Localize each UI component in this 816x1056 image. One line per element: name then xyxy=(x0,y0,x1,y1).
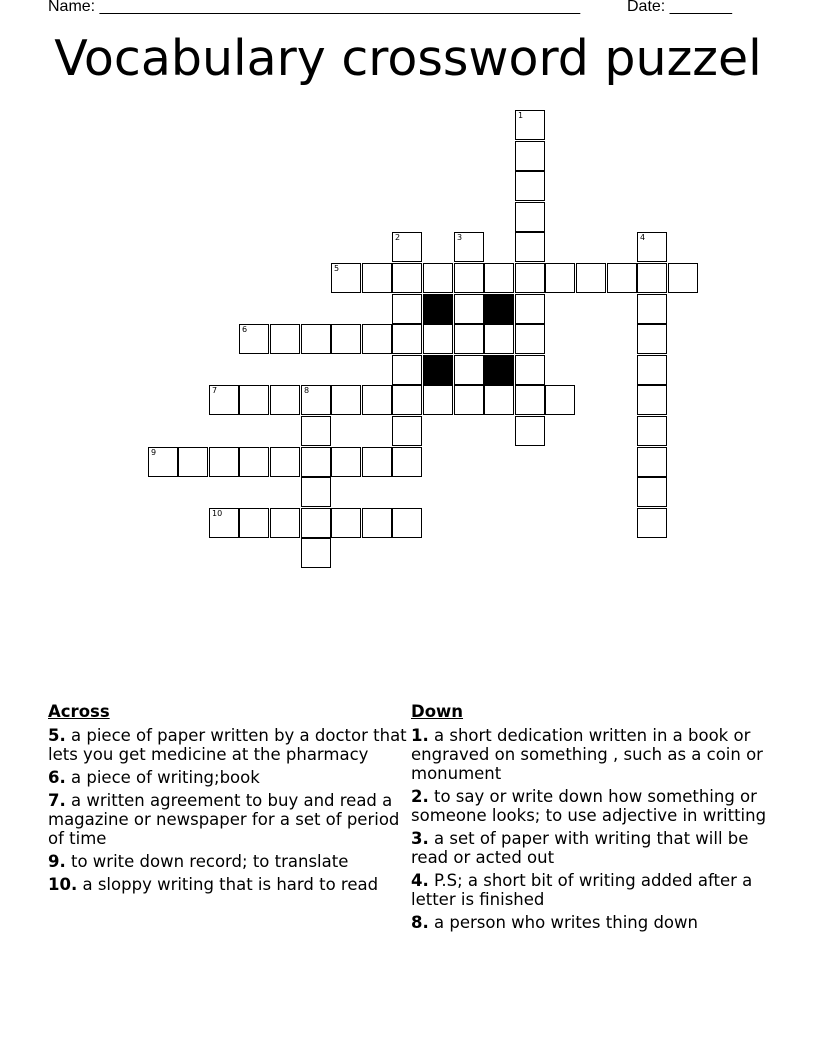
clue-number: 8. xyxy=(411,913,429,932)
crossword-cell[interactable] xyxy=(392,447,422,477)
clue-number: 6 xyxy=(242,325,248,334)
across-clue xyxy=(48,726,408,764)
down-clue xyxy=(411,726,771,783)
across-clue xyxy=(48,852,408,871)
down-clue xyxy=(411,787,771,825)
crossword-cell[interactable] xyxy=(484,324,514,354)
crossword-cell[interactable] xyxy=(423,324,453,354)
crossword-cell[interactable] xyxy=(515,110,545,140)
blocked-cell xyxy=(484,294,514,324)
blocked-cell xyxy=(423,294,453,324)
down-heading: Down xyxy=(411,702,464,721)
clue-text: to say or write down how something or someone looks; to use adjective in writting xyxy=(411,787,767,825)
crossword-cell[interactable] xyxy=(545,385,575,415)
crossword-cell[interactable] xyxy=(515,324,545,354)
crossword-cell[interactable] xyxy=(301,477,331,507)
clue-number: 10 xyxy=(212,509,223,518)
down-clues xyxy=(411,702,771,936)
crossword-cell[interactable] xyxy=(209,508,239,538)
crossword-cell[interactable] xyxy=(301,447,331,477)
crossword-cell[interactable] xyxy=(392,385,422,415)
crossword-cell[interactable] xyxy=(270,447,300,477)
crossword-cell[interactable] xyxy=(454,385,484,415)
crossword-cell[interactable] xyxy=(423,263,453,293)
crossword-cell[interactable] xyxy=(331,324,361,354)
crossword-cell[interactable] xyxy=(515,294,545,324)
crossword-cell[interactable] xyxy=(515,263,545,293)
crossword-cell[interactable] xyxy=(637,232,667,262)
name-field[interactable]: Name: ______________________________________________________ xyxy=(48,0,581,15)
clue-text: a person who writes thing down xyxy=(434,913,698,932)
crossword-cell[interactable] xyxy=(637,385,667,415)
crossword-cell[interactable] xyxy=(239,508,269,538)
clue-number: 4. xyxy=(411,871,429,890)
clue-number: 9 xyxy=(151,448,157,457)
crossword-cell[interactable] xyxy=(515,141,545,171)
clue-number: 1. xyxy=(411,726,429,745)
crossword-cell[interactable] xyxy=(423,385,453,415)
crossword-cell[interactable] xyxy=(301,416,331,446)
across-clues xyxy=(48,702,408,898)
clue-number: 7. xyxy=(48,791,66,810)
crossword-cell[interactable] xyxy=(362,385,392,415)
clue-text: a set of paper with writing that will be read or acted out xyxy=(411,829,749,867)
crossword-cell[interactable] xyxy=(515,416,545,446)
crossword-cell[interactable] xyxy=(545,263,575,293)
crossword-cell[interactable] xyxy=(637,324,667,354)
crossword-cell[interactable] xyxy=(301,385,331,415)
blocked-cell xyxy=(484,355,514,385)
clue-number: 5. xyxy=(48,726,66,745)
crossword-cell[interactable] xyxy=(392,263,422,293)
clue-number: 9. xyxy=(48,852,66,871)
crossword-cell[interactable] xyxy=(362,324,392,354)
clue-number: 8 xyxy=(304,386,310,395)
crossword-cell[interactable] xyxy=(239,447,269,477)
crossword-cell[interactable] xyxy=(270,324,300,354)
clue-text: to write down record; to translate xyxy=(71,852,349,871)
clue-number: 10. xyxy=(48,875,78,894)
crossword-cell[interactable] xyxy=(637,477,667,507)
clue-number: 2 xyxy=(395,233,401,242)
crossword-cell[interactable] xyxy=(454,324,484,354)
crossword-cell[interactable] xyxy=(362,263,392,293)
crossword-cell[interactable] xyxy=(301,538,331,568)
across-clue xyxy=(48,875,408,894)
crossword-cell[interactable] xyxy=(454,294,484,324)
crossword-cell[interactable] xyxy=(148,447,178,477)
crossword-cell[interactable] xyxy=(637,508,667,538)
clue-number: 3 xyxy=(457,233,463,242)
crossword-cell[interactable] xyxy=(515,171,545,201)
clue-number: 6. xyxy=(48,768,66,787)
crossword-cell[interactable] xyxy=(331,508,361,538)
crossword-cell[interactable] xyxy=(392,294,422,324)
blocked-cell xyxy=(423,355,453,385)
crossword-cell[interactable] xyxy=(515,232,545,262)
crossword-cell[interactable] xyxy=(637,355,667,385)
clue-number: 7 xyxy=(212,386,218,395)
crossword-cell[interactable] xyxy=(637,447,667,477)
down-clue xyxy=(411,871,771,909)
clue-number: 3. xyxy=(411,829,429,848)
crossword-cell[interactable] xyxy=(515,385,545,415)
crossword-cell[interactable] xyxy=(301,324,331,354)
clue-text: a sloppy writing that is hard to read xyxy=(82,875,379,894)
crossword-cell[interactable] xyxy=(331,447,361,477)
crossword-cell[interactable] xyxy=(392,508,422,538)
crossword-cell[interactable] xyxy=(637,416,667,446)
date-field[interactable]: Date: _______ xyxy=(627,0,732,15)
clue-text: a piece of paper written by a doctor that lets you get medicine at the pharmacy xyxy=(48,726,407,764)
crossword-cell[interactable] xyxy=(484,263,514,293)
crossword-cell[interactable] xyxy=(270,508,300,538)
crossword-cell[interactable] xyxy=(637,294,667,324)
clue-number: 5 xyxy=(334,264,340,273)
crossword-cell[interactable] xyxy=(178,447,208,477)
crossword-cell[interactable] xyxy=(301,508,331,538)
across-clue xyxy=(48,791,408,848)
crossword-cell[interactable] xyxy=(362,508,392,538)
crossword-cell[interactable] xyxy=(392,324,422,354)
crossword-cell[interactable] xyxy=(515,355,545,385)
crossword-cell[interactable] xyxy=(239,324,269,354)
crossword-cell[interactable] xyxy=(331,385,361,415)
crossword-cell[interactable] xyxy=(392,232,422,262)
crossword-cell[interactable] xyxy=(392,416,422,446)
down-clue xyxy=(411,829,771,867)
crossword-cell[interactable] xyxy=(270,385,300,415)
crossword-cell[interactable] xyxy=(484,385,514,415)
clue-number: 2. xyxy=(411,787,429,806)
crossword-cell[interactable] xyxy=(454,232,484,262)
crossword-cell[interactable] xyxy=(515,202,545,232)
crossword-cell[interactable] xyxy=(209,385,239,415)
clue-text: a written agreement to buy and read a magazine or newspaper for a set of period of time xyxy=(48,791,400,848)
crossword-cell[interactable] xyxy=(331,263,361,293)
crossword-cell[interactable] xyxy=(637,263,667,293)
crossword-cell[interactable] xyxy=(668,263,698,293)
clue-text: P.S; a short bit of writing added after a letter is finished xyxy=(411,871,753,909)
clue-text: a piece of writing;book xyxy=(71,768,260,787)
clue-number: 1 xyxy=(518,111,524,120)
crossword-cell[interactable] xyxy=(362,447,392,477)
crossword-cell[interactable] xyxy=(454,263,484,293)
crossword-cell[interactable] xyxy=(454,355,484,385)
across-clue xyxy=(48,768,408,787)
crossword-cell[interactable] xyxy=(239,385,269,415)
crossword-cell[interactable] xyxy=(209,447,239,477)
crossword-cell[interactable] xyxy=(392,355,422,385)
down-clue xyxy=(411,913,771,932)
clue-text: a short dedication written in a book or engraved on something , such as a coin or monument xyxy=(411,726,763,783)
crossword-cell[interactable] xyxy=(576,263,606,293)
across-heading: Across xyxy=(48,702,110,721)
page-title: Vocabulary crossword puzzel xyxy=(54,30,762,87)
crossword-cell[interactable] xyxy=(607,263,637,293)
clue-number: 4 xyxy=(640,233,646,242)
